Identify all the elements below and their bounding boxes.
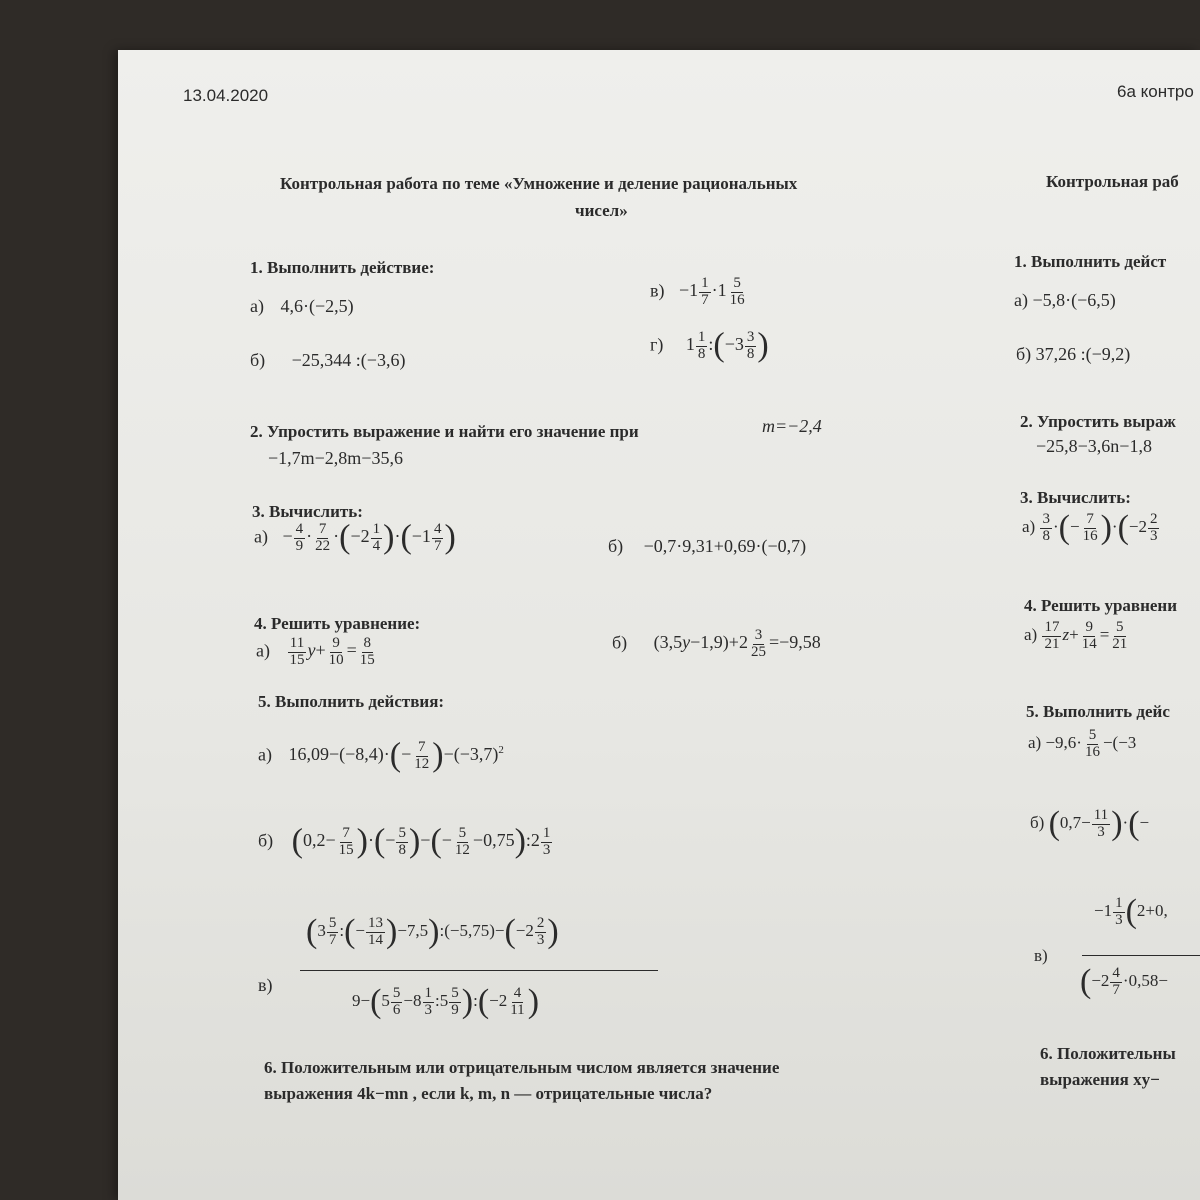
right-task5-a: а) −9,6· $\frac{5}{16}$ −(−3 <box>1028 727 1137 760</box>
task1-a-label: а) <box>250 296 264 316</box>
task2-expression: −1,7m−2,8m−35,6 <box>268 448 403 468</box>
right-task4-a: а) $\frac{17}{21}$ z+ $\frac{9}{14}$ = $\frac{5}{21}$ <box>1024 619 1128 652</box>
task1-b <box>250 350 405 371</box>
test-title-line2: чисел» <box>575 201 628 220</box>
right-task5-v-denominator: (−2 $\frac{4}{7}$ ·0,58− <box>1080 962 1168 1000</box>
right-task5-v-bar <box>1082 955 1200 956</box>
task6-line2: выражения 4k−mn , если k, m, n — отрицательные числа? <box>264 1084 713 1103</box>
right-task3-heading: 3. Вычислить: <box>1020 488 1131 507</box>
right-task5-heading: 5. Выполнить дейс <box>1026 702 1170 721</box>
task1-b-label: б) <box>250 350 266 370</box>
task3-a: а) − $\frac{4}{9}$ · $\frac{7}{22}$ ·(−2 $\frac{1}{4}$ )·(−1 $\frac{4}{7}$ ) <box>254 518 456 556</box>
right-task3-a: а) $\frac{3}{8}$ ·(− $\frac{7}{16}$ )·(−2 $\frac{2}{3}$ <box>1022 508 1158 546</box>
task4-a-label: а) <box>256 640 270 661</box>
right-task5-v-numerator: −1 $\frac{1}{3}$ (2+0, <box>1094 892 1168 930</box>
class-label: 6а контро <box>1117 82 1194 101</box>
right-title: Контрольная раб <box>1046 172 1179 191</box>
task5-b: б) (0,2− $\frac{7}{15}$ )·(− $\frac{5}{8}$ )−(− $\frac{5}{12}$ −0,75):2 $\frac{1}{3}$ <box>258 822 551 860</box>
right-task6-line1: 6. Положительны <box>1040 1044 1176 1063</box>
task5-v-label: в) <box>258 975 273 995</box>
task5-heading: 5. Выполнить действия: <box>258 692 445 711</box>
task3-b <box>608 536 806 557</box>
right-task6-line2: выражения xy− <box>1040 1070 1160 1089</box>
task5-b-label: б) <box>258 830 274 851</box>
task1-a <box>250 296 354 317</box>
test-title-line1: Контрольная работа по теме «Умножение и деление рациональных <box>280 174 798 193</box>
task1-v: в) −1 $\frac{1}{7}$ ·1 $\frac{5}{16}$ <box>650 275 745 308</box>
task3-a-label: а) <box>254 526 268 547</box>
task4-b: б) (3,5y−1,9)+2 $\frac{3}{25}$ =−9,58 <box>612 627 821 660</box>
task4-b-label: б) <box>612 632 628 653</box>
right-task1-a: а) −5,8·(−6,5) <box>1014 290 1116 310</box>
task5-v-fraction-bar <box>300 970 658 971</box>
right-task5-b: б) (0,7− $\frac{11}{3}$ )·(− <box>1030 804 1150 842</box>
task5-v-denominator: 9−(5 $\frac{5}{6}$ −8 $\frac{1}{3}$ :5 $\frac{5}{9}$ ):(−2 $\frac{4}{11}$ ) <box>352 982 540 1020</box>
task4-a: а) $\frac{11}{15}$ y+ $\frac{9}{10}$ = $\frac{8}{15}$ <box>256 635 375 668</box>
task2-heading: 2. Упростить выражение и найти его значение при <box>250 422 639 441</box>
task5-v-numerator: (3 $\frac{5}{7}$ :(− $\frac{13}{14}$ )−7,5):(−5,75)−(−2 $\frac{2}{3}$ ) <box>306 912 559 950</box>
task6-line1: 6. Положительным или отрицательным числом является значение <box>264 1058 780 1077</box>
right-task5-v-label: в) <box>1034 946 1048 965</box>
right-task2-expr: −25,8−3,6n−1,8 <box>1036 436 1152 456</box>
date-label: 13.04.2020 <box>183 86 269 105</box>
task2-value: m=−2,4 <box>762 416 822 436</box>
task4-b-tail: =−9,58 <box>768 632 821 653</box>
task1-g: г) 1 $\frac{1}{8}$ :(−3 $\frac{3}{8}$ ) <box>650 326 769 364</box>
task5-a: а) 16,09−(−8,4)·(− $\frac{7}{12}$ )$-(-3,7)^2$ <box>258 736 504 774</box>
task3-b-label: б) <box>608 536 624 556</box>
task1-b-expr: −25,344 :(−3,6) <box>291 350 406 370</box>
task1-v-label: в) <box>650 280 665 301</box>
task1-g-label: г) <box>650 334 664 355</box>
right-task1-heading: 1. Выполнить дейст <box>1014 252 1167 271</box>
right-task4-heading: 4. Решить уравнени <box>1024 596 1178 615</box>
task3-heading: 3. Вычислить: <box>252 502 363 521</box>
right-task1-b: б) 37,26 :(−9,2) <box>1016 344 1131 364</box>
task1-a-expr: 4,6·(−2,5) <box>280 296 354 316</box>
task5-a-label: а) <box>258 744 272 765</box>
task3-b-expr: −0,7·9,31+0,69·(−0,7) <box>643 536 807 556</box>
right-task2-heading: 2. Упростить выраж <box>1020 412 1176 431</box>
task1-heading: 1. Выполнить действие: <box>250 258 435 277</box>
task4-heading: 4. Решить уравнение: <box>254 614 421 633</box>
